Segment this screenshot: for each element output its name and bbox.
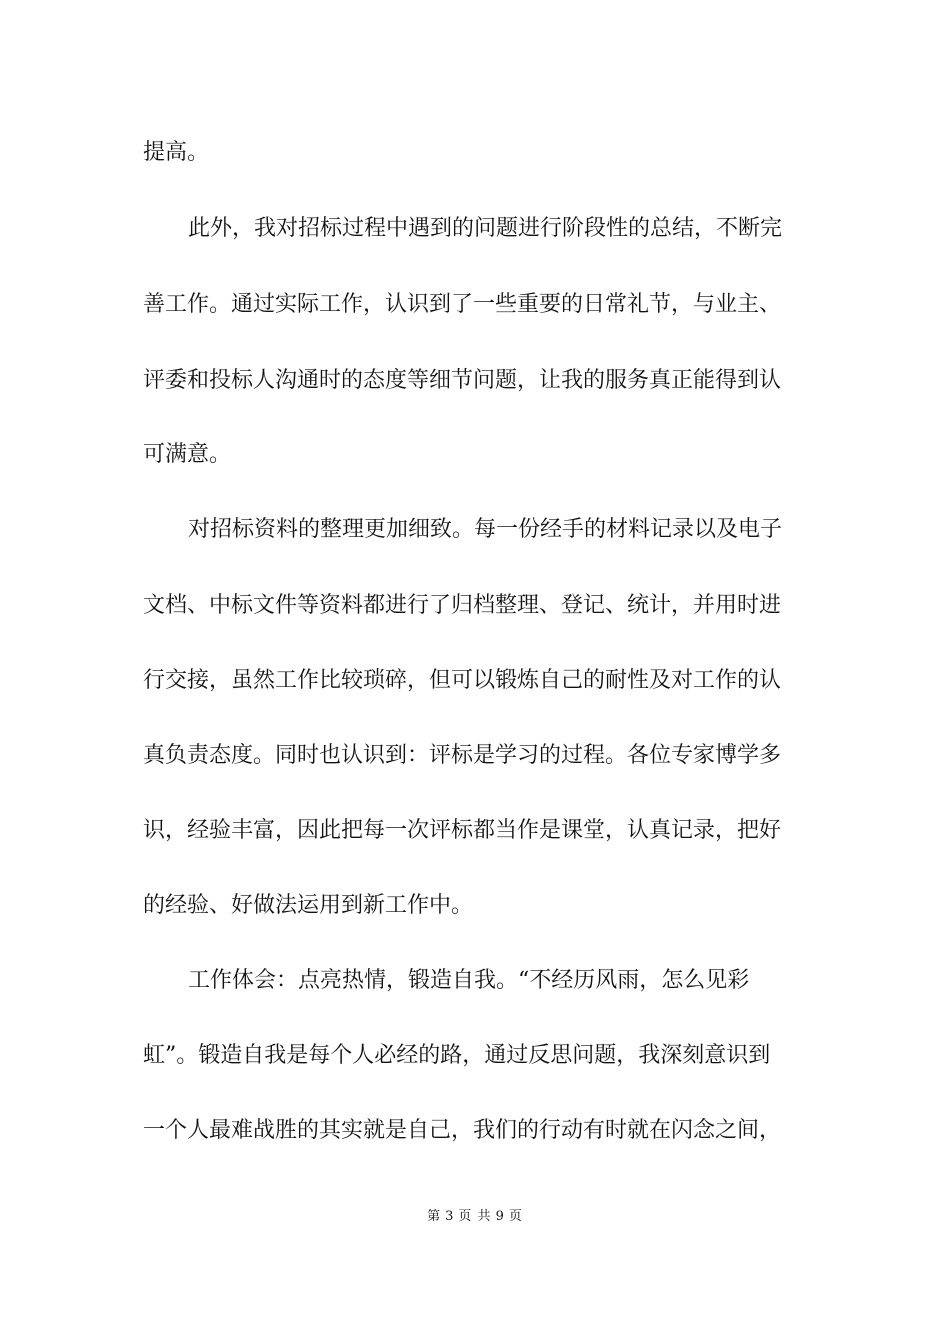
footer-middle: 页 共 [458, 1209, 492, 1224]
text-line-2: 此外，我对招标过程中遇到的问题进行阶段性的总结，不断完 [188, 216, 783, 241]
text-line-1: 提高。 [143, 140, 210, 165]
text-line-3: 善工作。通过实际工作，认识到了一些重要的日常礼节，与业主、 [143, 292, 782, 317]
text-line-11: 的经验、好做法运用到新工作中。 [143, 893, 474, 918]
text-line-14: 一个人最难战胜的其实就是自己，我们的行动有时就在闪念之间， [143, 1118, 782, 1143]
footer-current-page: 3 [445, 1209, 455, 1224]
footer-total-pages: 9 [495, 1209, 505, 1224]
text-line-10: 识，经验丰富，因此把每一次评标都当作是课堂，认真记录，把好 [143, 818, 782, 843]
text-line-5: 可满意。 [143, 442, 232, 467]
footer-prefix: 第 [427, 1209, 442, 1224]
text-line-4: 评委和投标人沟通时的态度等细节问题，让我的服务真正能得到认 [143, 368, 782, 393]
text-line-6: 对招标资料的整理更加细致。每一份经手的材料记录以及电子 [188, 517, 783, 542]
text-line-7: 文档、中标文件等资料都进行了归档整理、登记、统计，并用时进 [143, 593, 782, 618]
text-line-9: 真负责态度。同时也认识到：评标是学习的过程。各位专家博学多 [143, 743, 782, 768]
text-line-12: 工作体会：点亮热情，锻造自我。“不经历风雨，怎么见彩 [188, 968, 750, 993]
text-line-13: 虹”。锻造自我是每个人必经的路，通过反思问题，我深刻意识到 [143, 1043, 771, 1068]
text-line-8: 行交接，虽然工作比较琐碎，但可以锻炼自己的耐性及对工作的认 [143, 668, 782, 693]
page-footer [0, 1208, 950, 1226]
footer-suffix: 页 [508, 1209, 523, 1224]
